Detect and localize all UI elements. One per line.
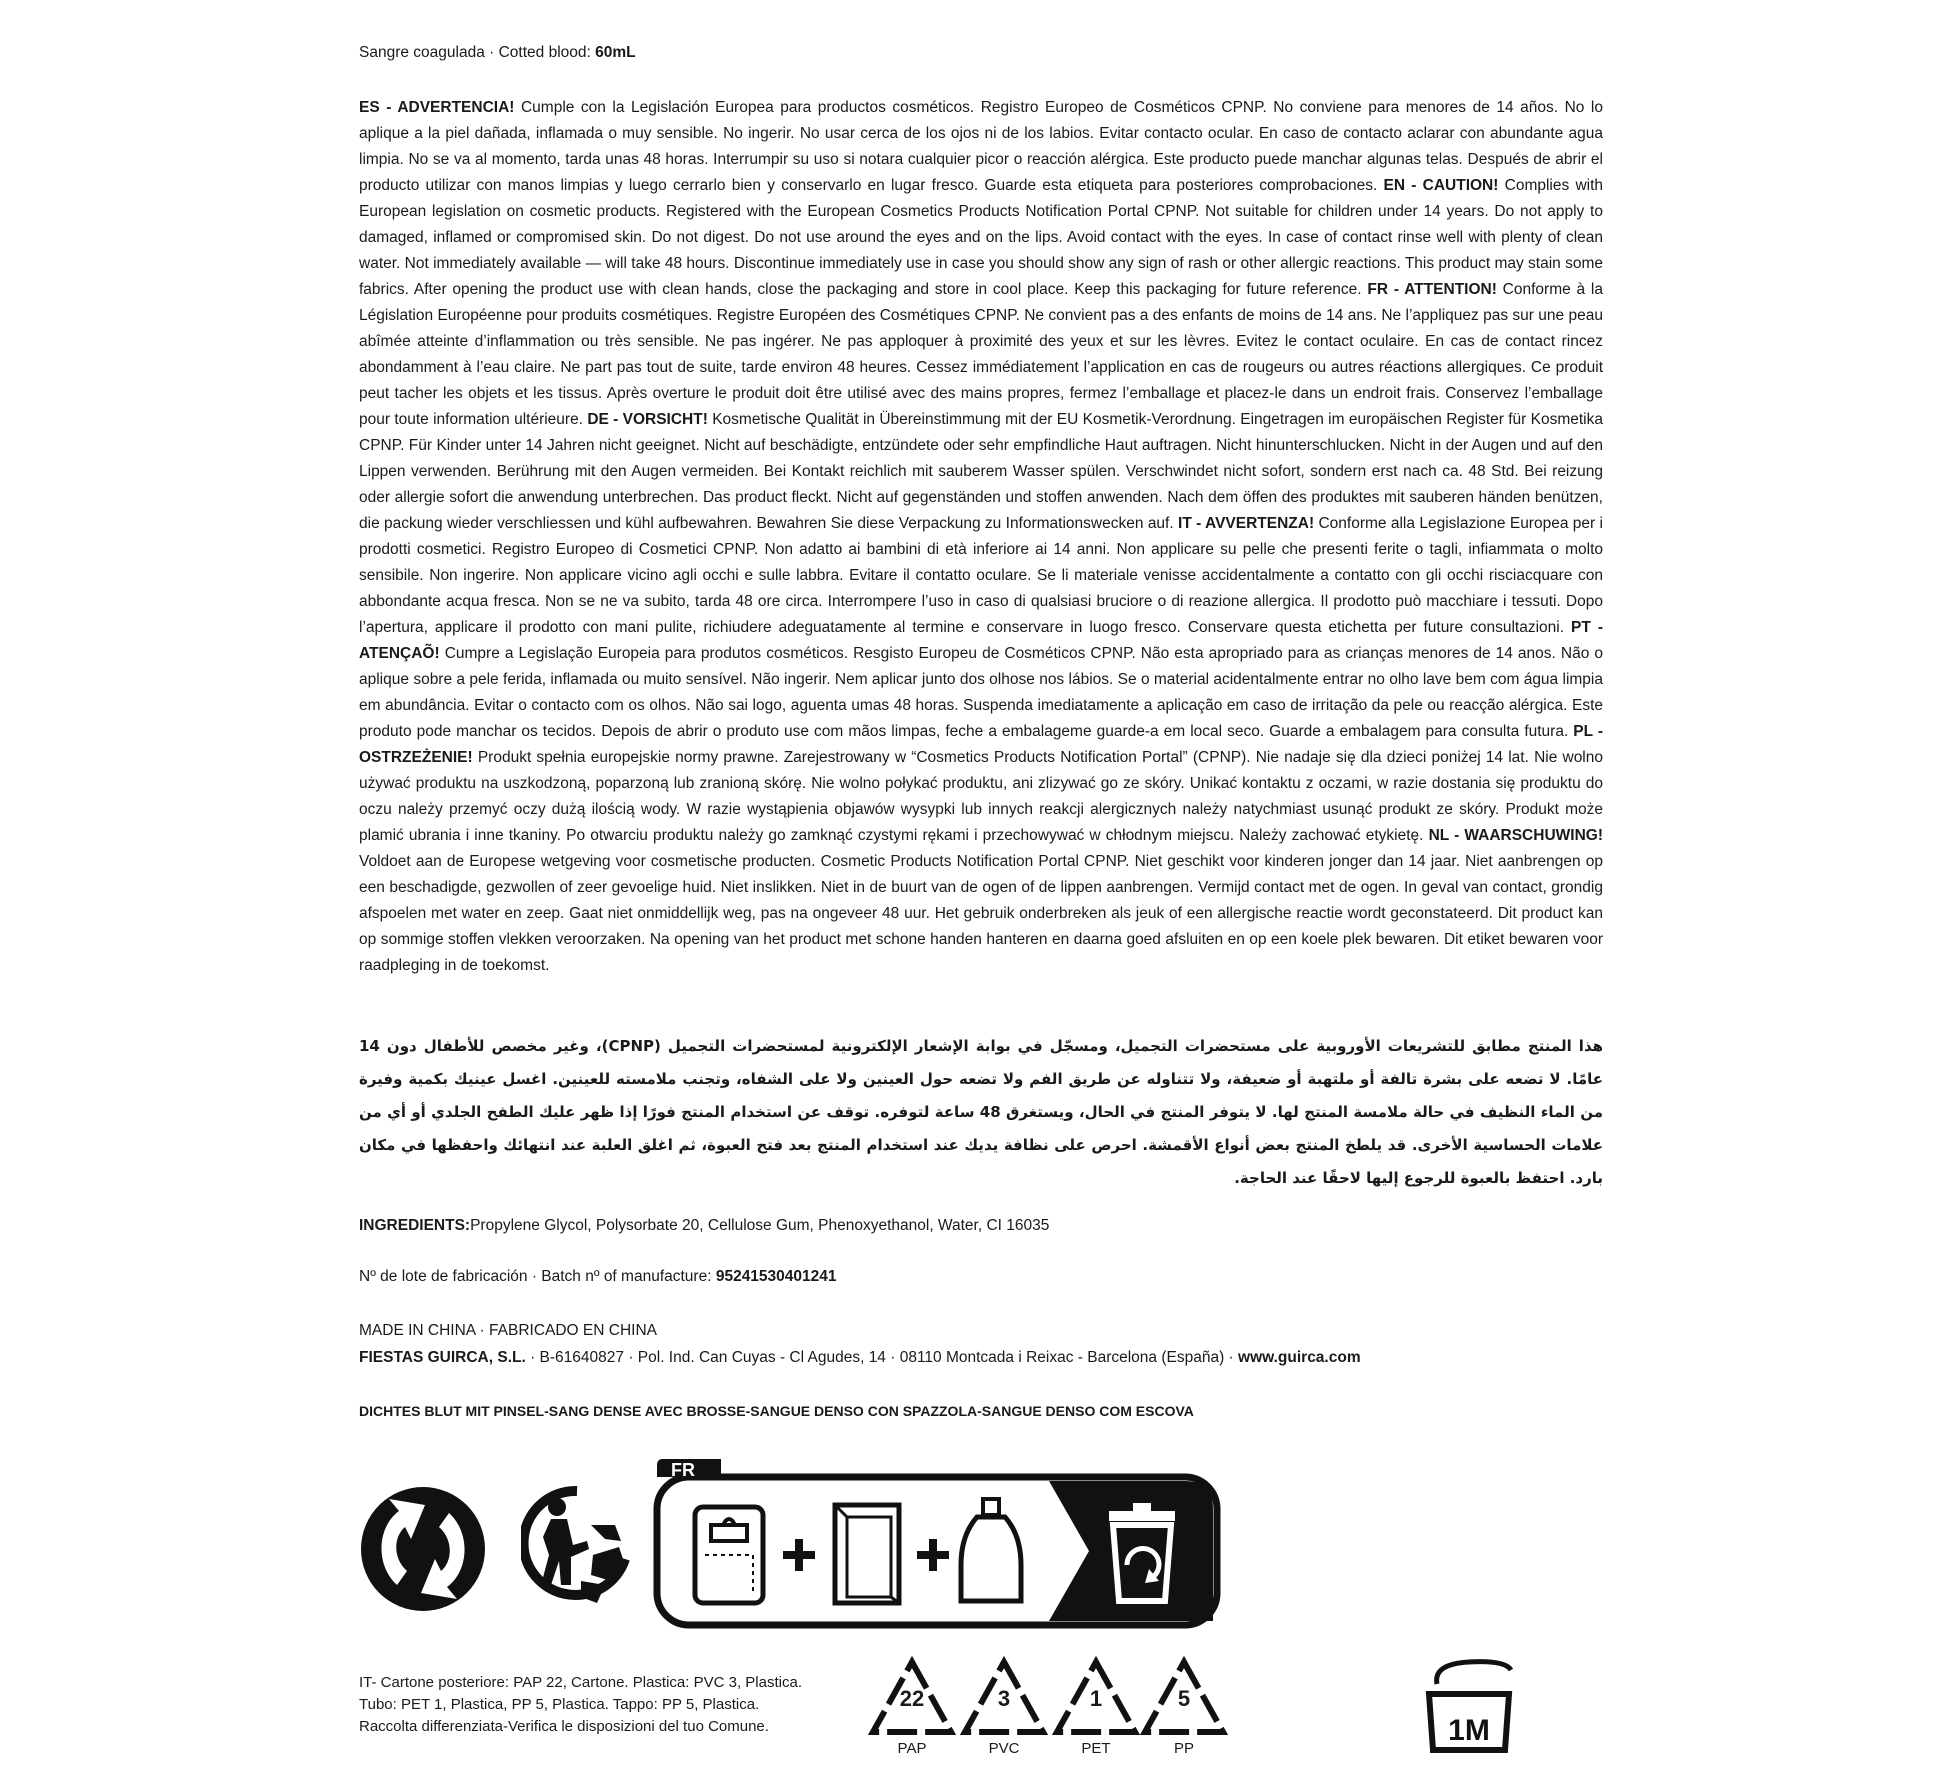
warning-label-pl: PL - OSTRZEŻENIE! <box>359 723 1604 766</box>
green-dot-icon <box>359 1485 487 1613</box>
title-volume: 60mL <box>595 44 636 61</box>
warning-label-de: DE - VORSICHT! <box>587 411 708 428</box>
period-after-opening <box>1419 1658 1519 1759</box>
triman-icon <box>521 1485 633 1605</box>
recycling-code-pp <box>1139 1656 1229 1766</box>
recycling-label: PAP <box>897 1740 927 1757</box>
warning-label-fr: FR - ATTENTION! <box>1367 281 1497 298</box>
recycling-line: Raccolta differenziata-Verifica le disposizioni del tuo Comune. <box>359 1718 769 1735</box>
warning-text-en: Complies with European legislation on cosmetic products. Registered with the European Cosmetics Products Notification Portal CPNP. Not suitable for children under 14 years. Do not apply to damaged, inflamed or compromised skin. Do not digest. Do not use around the eyes and on the lips. Avoid contact with the eyes. In case of contact rinse well with plenty of clean water. Not immediately available — will take 48 hours. Discontinue immediately use in case you should show any sign of rash or other allergic reactions. This product may stain some fabrics. After opening the product use with clean hands, close the packaging and store in cool place. Keep this packaging for future reference. <box>359 177 1604 298</box>
warning-text-arabic: هذا المنتج مطابق للتشريعات الأوروبية على مستحضرات التجميل، ومسجّل في بوابة الإشعار الإلكترونية لمستحضرات التجميل (CPNP)، وغير مخصص للأطفال دون 14 عامًا. لا تضعه على بشرة تالفة أو ملتهبة أو ضعيفة، ولا تتناوله عن طريق الفم ولا تضعه حول العينين ولا على الشفاه، وتجنب ملامسته للعينين. اغسل عينيك بكمية وفيرة من الماء النظيف في حالة ملامسة المنتج لها. لا يتوفر المنتج في الحال، ويستغرق 48 ساعة لتوفره. توقف عن استخدام المنتج فورًا إذا ظهر عليك الطفح الجلدي أو أي من علامات الحساسية الأخرى. قد يلطخ المنتج بعض أنواع الأقمشة. احرص على نظافة يديك عند استخدام المنتج بعد فتح العبوة، ثم اغلق العلبة عند انتهائك واحفظها في مكان بارد. احتفظ بالعبوة للرجوع إليها لاحقًا عند الحاجة. <box>359 1037 1604 1187</box>
recycling-label: PET <box>1081 1740 1111 1757</box>
recycling-number: 1 <box>1089 1686 1103 1711</box>
warning-text-it: Conforme alla Legislazione Europea per i prodotti cosmetici. Registro Europeo di Cosmetici CPNP. Non adatto ai bambini di età inferiore ai 14 anni. Non applicare su pelle che presenti ferite o tagli, infiammata o molto sensibile. Non ingerire. Non applicare vicino agli occhi e sulle labbra. Evitare il contatto oculare. Se li materiale venisse accidentalmente a contatto con gli occhi risciacquare con abbondante acqua fresca. Non se ne va subito, tarda 48 ore circa. Interrompere l’uso in caso di qualsiasi bruciore o di reazione allergica. Il prodotto può macchiare i tessuti. Dopo l’apertura, applicare il prodotto con mani pulite, richiudere adeguatamente al termine e conservare in luogo fresco. Conservare questa etichetta per future consultazioni. <box>359 515 1603 636</box>
warning-label-pt: PT - ATENÇAÕ! <box>359 619 1603 662</box>
warning-text-nl: Voldoet aan de Europese wetgeving voor cosmetische producten. Cosmetic Products Notification Portal CPNP. Niet geschikt voor kinderen jonger dan 14 jaar. Niet aanbrengen op een beschadigde, gezwollen of zeer gevoelige huid. Niet inslikken. Niet in de buurt van de ogen of de lippen aanbrengen. Vermijd contact met de ogen. In geval van contact, grondig afspoelen met water en zeep. Gaat niet onmiddellijk weg, pas na ongeveer 48 uur. Het gebruik onderbreken als jeuk of een allergische reactie wordt geconstateerd. Dit product kan op sommige stoffen vlekken veroorzaken. Na opening van het product met schone handen hanteren en daarna goed afsluiten en op een koele plek bewaren. Dit etiket bewaren voor raadpleging in de toekomst. <box>359 853 1603 974</box>
warning-text-fr: Conforme à la Législation Européenne pour produits cosmétiques. Registre Européen des Cosmétiques CPNP. Ne convient pas a des enfants de moins de 14 ans. Ne l’appliquez pas sur une peau abîmée atteinte d’inflammation ou très sensible. Ne pas ingérer. Ne pas apploquer à proximité des yeux et sur les lèvres. Evitez le contact oculaire. En cas de contact rincez abondamment à l’eau claire. Ne part pas tout de suite, tarde environ 48 heures. Cessez immédiatement l’application en cas de rougeurs ou autres réactions allergiques. Ce produit peut tacher les objets et les tissus. Après overture le produit doit être utilisé avec des mains propres, fermez l’emballage et placez-le dans un endroit frais. Conservez l’emballage pour toute information ultérieure. <box>359 281 1603 428</box>
product-names-line: DICHTES BLUT MIT PINSEL-SANG DENSE AVEC BROSSE-SANGUE DENSO CON SPAZZOLA-SANGUE DENSO COM ESCOVA <box>359 1403 1194 1419</box>
ingredients-line <box>359 1217 1049 1235</box>
company-address: · B-61640827 · Pol. Ind. Can Cuyas - Cl Agudes, 14 · 08110 Montcada i Reixac - Barcelona (España) · <box>525 1349 1239 1366</box>
recycling-line: IT- Cartone posteriore: PAP 22, Cartone. Plastica: PVC 3, Plastica. <box>359 1674 802 1691</box>
ingredients-list: Propylene Glycol, Polysorbate 20, Cellulose Gum, Phenoxyethanol, Water, CI 16035 <box>470 1217 1050 1234</box>
recycling-instructions <box>359 1672 879 1738</box>
batch-line <box>359 1268 837 1286</box>
title-prefix: Sangre coagulada · Cotted blood: <box>359 44 596 61</box>
warning-text-pt: Cumpre a Legislação Europeia para produtos cosméticos. Resgisto Europeu de Cosméticos CPNP. Não esta apropriado para as crianças menores de 14 anos. Não o aplique sobre a pele ferida, inflamada ou muito sensível. Não ingerir. Nem aplicar junto dos olhose nos lábios. Se o material acidentalmente entrar no olho lave bem com água limpia em abundância. Evitar o contacto com os olhos. Não sai logo, aguenta umas 48 horas. Suspenda imediatamente a aplicação em caso de irritação da pele ou reacção alérgica. Este produto pode manchar os tecidos. Depois de abrir o produto use com mãos limpas, feche a embalageme guarde-a em local seco. Guarde a embalagem para consulta futura. <box>359 645 1603 740</box>
recycling-line: Tubo: PET 1, Plastica, PP 5, Plastica. Tappo: PP 5, Plastica. <box>359 1696 760 1713</box>
recycling-number: 5 <box>1177 1686 1191 1711</box>
warning-label-en: EN - CAUTION! <box>1383 177 1499 194</box>
disposal-symbols <box>359 1455 1603 1635</box>
recycling-number: 3 <box>997 1686 1011 1711</box>
product-title <box>359 44 636 62</box>
warnings-paragraph <box>359 95 1603 979</box>
warning-text-de: Kosmetische Qualität in Übereinstimmung mit der EU Kosmetik-Verordnung. Eingetragen im europäischen Register für Kosmetika CPNP. Für Kinder unter 14 Jahren nicht geeignet. Nicht auf beschädigte, entzündete oder sehr empfindliche Haut auftragen. Nicht hinunterschlucken. Nicht in der Augen und auf den Lippen verwenden. Berührung mit den Augen vermeiden. Bei Kontakt reichlich mit sauberem Wasser spülen. Verschwindet nicht sofort, sondern erst nach ca. 48 Std. Bei reizung oder allergie sofort die anwendung unterbrechen. Das product fleckt. Nicht auf gegenständen und stoffen anwenden. Nach dem öffen des produktes mit sauberen händen benützen, die packung wieder verschliessen und kühl aufbewahren. Bewahren Sie diese Verpackung zu Informationswecken auf. <box>359 411 1603 532</box>
company-name: FIESTAS GUIRCA, S.L. <box>359 1349 526 1366</box>
batch-label: Nº de lote de fabricación · Batch nº of manufacture: <box>359 1268 716 1285</box>
company-website: www.guirca.com <box>1238 1349 1361 1366</box>
ingredients-label: INGREDIENTS: <box>359 1217 471 1234</box>
company-line <box>359 1349 1361 1367</box>
recycling-number: 22 <box>899 1686 925 1711</box>
warning-text-pl: Produkt spełnia europejskie normy prawne. Zarejestrowany w “Cosmetics Products Notification Portal” (CPNP). Nie nadaje się dla dzieci poniżej 14 lat. Nie wolno używać produktu na uszkodzoną, poparzoną lub zranioną skórę. Nie wolno połykać produktu, ani zlizywać go ze skóry. Unikać kontaktu z oczami, w razie dostania się produktu do oczu należy przemyć oczy dużą ilością wody. W razie wystąpienia objawów wysypki lub innych reakcji alergicznych należy natychmiast usunąć produkt ze skóry. Produkt może plamić ubrania i inne tkaniny. Po otwarciu produktu należy go zamknąć czystymi rękami i przechowywać w chłodnym miejscu. Należy zachować etykietę. <box>359 749 1603 844</box>
warning-label-it: IT - AVVERTENZA! <box>1178 515 1315 532</box>
warning-label-es: ES - ADVERTENCIA! <box>359 99 515 116</box>
recycling-code-pap <box>867 1656 957 1766</box>
warning-text-es: Cumple con la Legislación Europea para productos cosméticos. Registro Europeo de Cosméticos CPNP. No conviene para menores de 14 años. No lo aplique a la piel dañada, inflamada o muy sensible. No ingerir. No usar cerca de los ojos ni de los labios. Evitar contacto ocular. En caso de contacto aclarar con abundante agua limpia. No se va al momento, tarda unas 48 horas. Interrumpir su uso si notara cualquier picor o reacción alérgica. Este producto puede manchar algunas telas. Después de abrir el producto utilizar con manos limpias y luego cerrarlo bien y conservarlo en lugar fresco. Guarde esta etiqueta para posteriores comprobaciones. <box>359 99 1603 194</box>
warning-label-nl: NL - WAARSCHUWING! <box>1428 827 1603 844</box>
made-in-line: MADE IN CHINA · FABRICADO EN CHINA <box>359 1322 657 1339</box>
recycling-code-pet <box>1051 1656 1141 1766</box>
batch-number: 95241530401241 <box>715 1268 837 1285</box>
recycling-label: PP <box>1173 1740 1194 1757</box>
recycling-code-pvc <box>959 1656 1049 1766</box>
pao-label: 1M <box>1448 1714 1490 1747</box>
open-jar-icon <box>1419 1658 1519 1754</box>
info-tri-box <box>649 1455 1229 1630</box>
triman-country-label: FR <box>671 1460 695 1480</box>
recycling-label: PVC <box>988 1740 1020 1757</box>
